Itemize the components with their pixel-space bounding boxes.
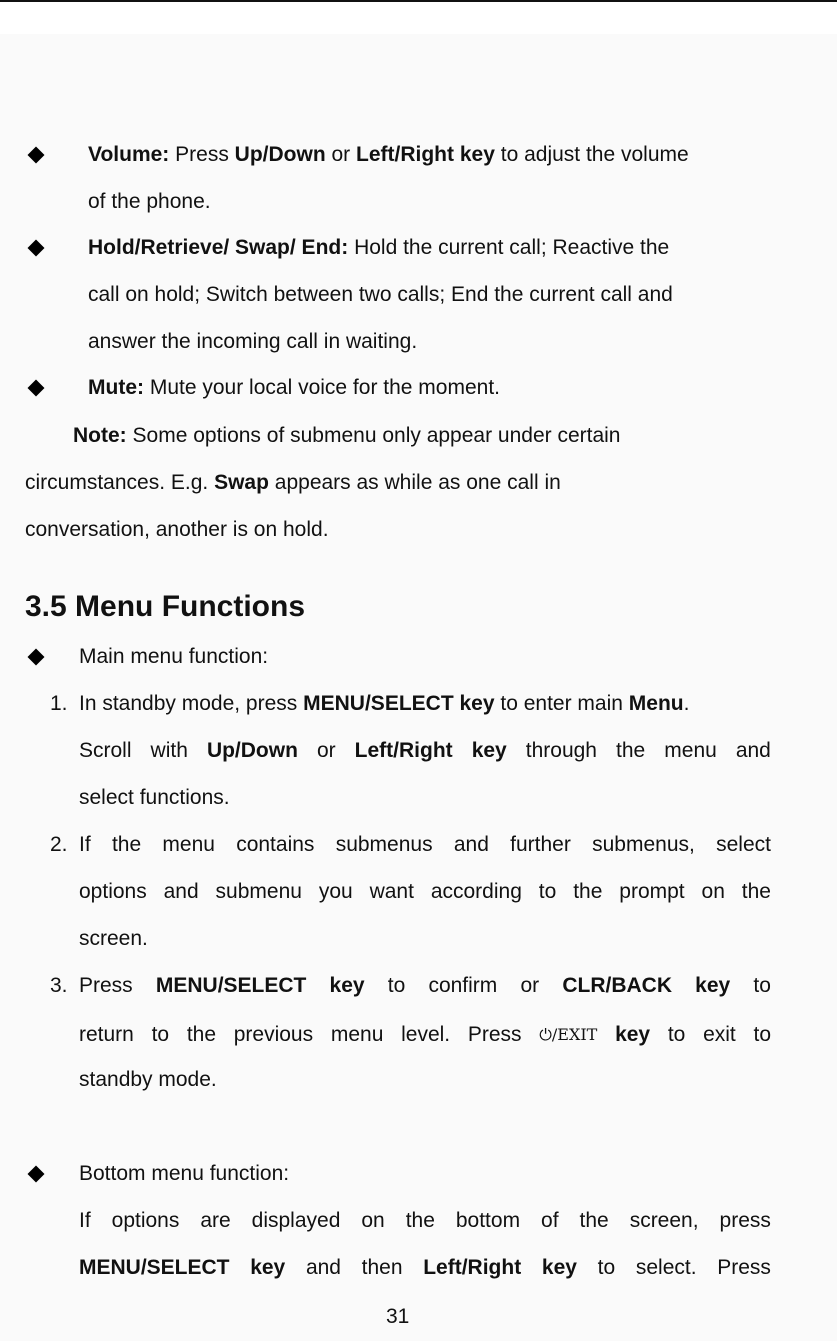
- list-item-3-line2: return to the previous menu level. Press ⏻/EXIT key to exit to: [79, 1021, 771, 1049]
- power-exit-icon: ⏻/EXIT: [539, 1025, 598, 1044]
- hold-label: Hold/Retrieve/ Swap/ End:: [88, 236, 349, 259]
- hold-item-line2: call on hold; Switch between two calls; End the current call and: [88, 283, 673, 306]
- note-paragraph: Note: Some options of submenu only appear under certain: [73, 424, 621, 447]
- bottom-menu-line2: MENU/SELECT key and then Left/Right key to select. Press: [79, 1256, 771, 1279]
- bottom-menu-line1: If options are displayed on the bottom of the screen, press: [79, 1209, 771, 1232]
- list-item-1-line2: Scroll with Up/Down or Left/Right key through the menu and: [79, 739, 771, 762]
- note-line2: circumstances. E.g. Swap appears as while as one call in: [25, 471, 561, 494]
- list-item-3-line3: standby mode.: [79, 1068, 217, 1091]
- page-number: 31: [386, 1305, 410, 1328]
- mute-label: Mute:: [88, 376, 144, 399]
- note-label: Note:: [73, 424, 127, 447]
- hold-item: Hold/Retrieve/ Swap/ End: Hold the current call; Reactive the: [88, 236, 670, 259]
- list-item-2-line3: screen.: [79, 927, 148, 950]
- list-item-2-line2: options and submenu you want according to the prompt on the: [79, 880, 771, 903]
- list-item-3-line1: Press MENU/SELECT key to confirm or CLR/BACK key to: [79, 974, 771, 997]
- bottom-menu-bullet: Bottom menu function:: [79, 1162, 290, 1185]
- list-number: 1.: [50, 692, 68, 715]
- list-number: 3.: [50, 974, 68, 997]
- list-item-1-line3: select functions.: [79, 786, 230, 809]
- list-item-1-line1: In standby mode, press MENU/SELECT key to enter main Menu.: [79, 692, 690, 715]
- volume-label: Volume:: [88, 143, 170, 166]
- mute-item: Mute: Mute your local voice for the moment.: [88, 376, 500, 399]
- list-item-2-line1: If the menu contains submenus and further submenus, select: [79, 833, 771, 856]
- main-menu-bullet: Main menu function:: [79, 645, 269, 668]
- list-number: 2.: [50, 833, 68, 856]
- top-rule: [0, 0, 837, 2]
- document-page: [0, 34, 837, 1341]
- volume-item: Volume: Press Up/Down or Left/Right key to adjust the volume: [88, 143, 689, 166]
- volume-item-line2: of the phone.: [88, 190, 211, 213]
- note-line3: conversation, another is on hold.: [25, 518, 329, 541]
- section-heading: 3.5 Menu Functions: [25, 590, 306, 623]
- hold-item-line3: answer the incoming call in waiting.: [88, 330, 418, 353]
